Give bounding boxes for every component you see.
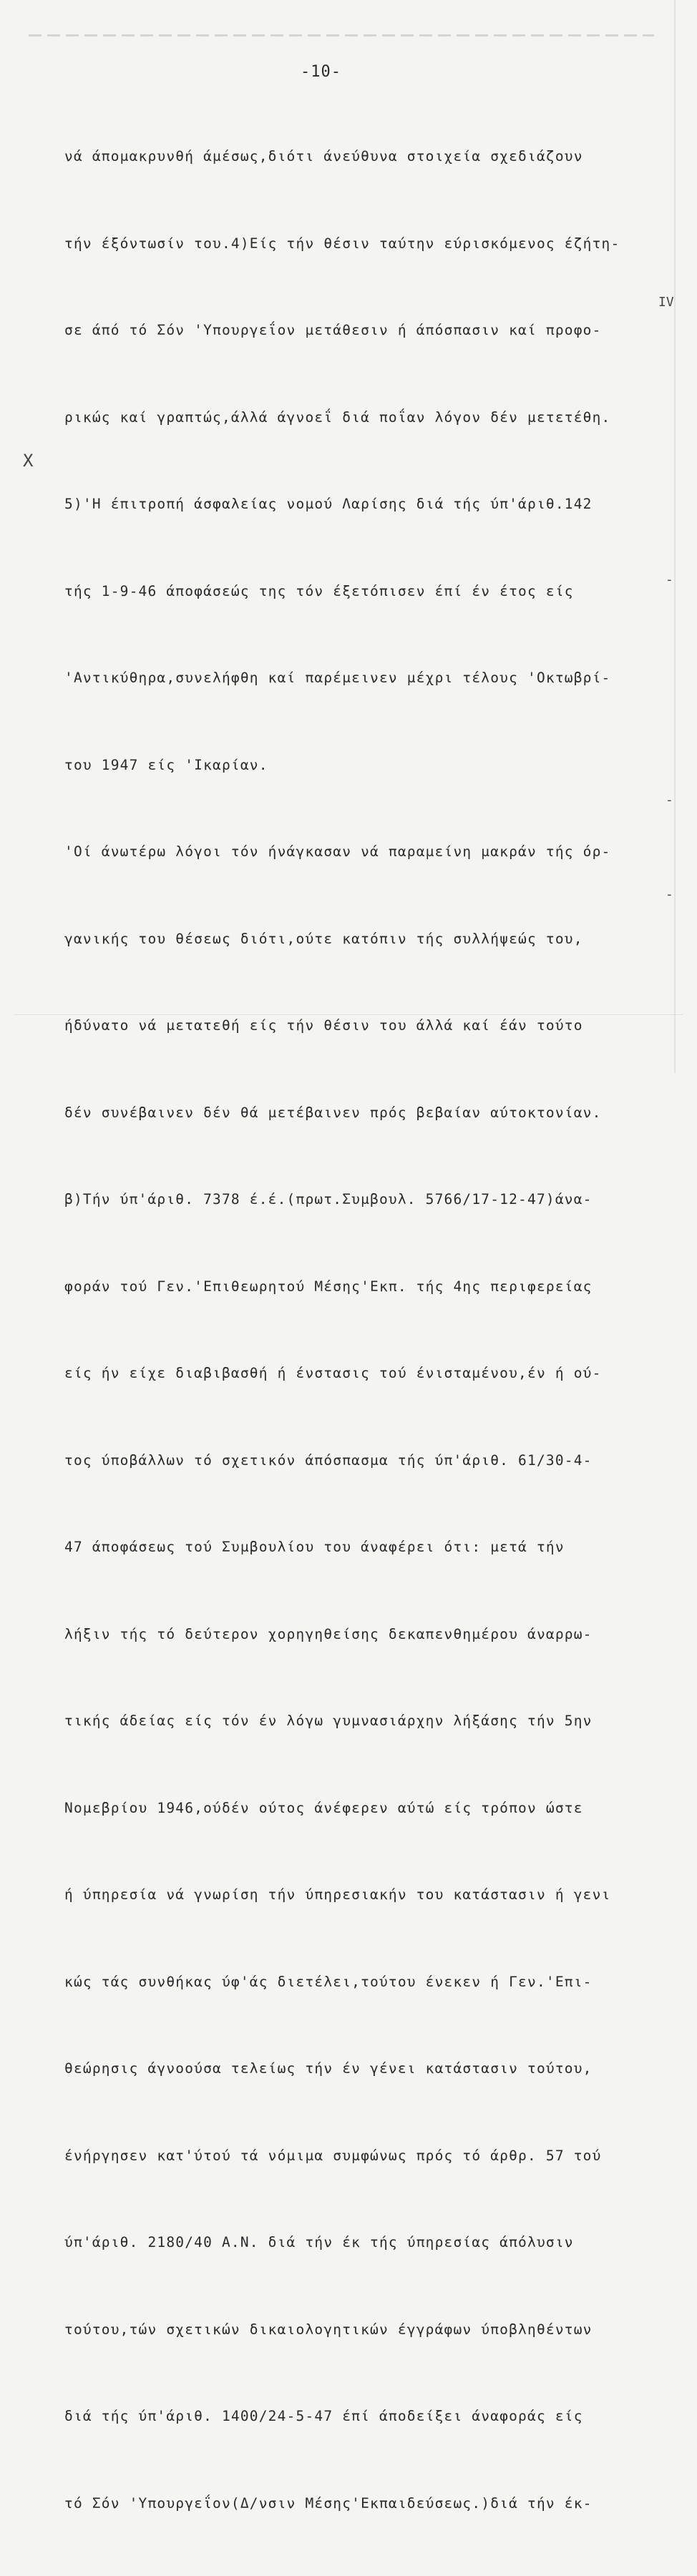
top-rule [29, 34, 654, 36]
text-line: τό Σόν 'Υπουργεΐον(Δ/νσιν Μέσης'Εκπαιδεύσεως.)διά τήν έκ- [64, 2494, 593, 2512]
text-line: θεώρησις άγνοούσα τελείως τήν έν γένει κατάστασιν τούτου, [64, 2060, 593, 2077]
text-line: δέν συνέβαινεν δέν θά μετέβαινεν πρός βεβαίαν αύτοκτονίαν. [64, 1104, 602, 1121]
text-line: σε άπό τό Σόν 'Υπουργεΐον μετάθεσιν ή άπόσπασιν καί προφο- [64, 322, 602, 338]
bottom-strip [14, 1014, 683, 1031]
text-line: ένήργησεν κατ'ύτού τά νόμιμα συμφώνως πρός τό άρθρ. 57 τού [64, 2147, 602, 2164]
text-line: τήν έξόντωσίν του.4)Είς τήν θέσιν ταύτην εύρισκόμενος έζήτη- [64, 235, 620, 252]
margin-x-mark: X [23, 451, 34, 471]
text-line: τής 1-9-46 άποφάσεώς της τόν έξετόπισεν έπί έν έτος είς [64, 582, 574, 599]
text-line: φοράν τού Γεν.'Επιθεωρητού Μέσης'Εκπ. τής 4ης περιφερείας [64, 1278, 593, 1295]
text-line: του 1947 είς 'Ικαρίαν. [64, 756, 268, 773]
right-edge [674, 0, 691, 1073]
text-line: Νομεβρίου 1946,ούδέν ούτος άνέφερεν αύτώ είς τρόπον ώστε [64, 1799, 583, 1816]
text-line: τος ύποβάλλων τό σχετικόν άπόσπασμα τής ύπ'άριθ. 61/30-4- [64, 1451, 593, 1469]
text-line: 47 άποφάσεως τού Συμβουλίου του άναφέρει ότι: μετά τήν [64, 1539, 565, 1555]
text-line: 5)'Η έπιτροπή άσφαλείας νομού Λαρίσης διά τής ύπ'άριθ.142 [64, 496, 593, 512]
margin-iv-mark: IV [658, 295, 674, 310]
text-line: β)Τήν ύπ'άριθ. 7378 έ.έ.(πρωτ.Συμβουλ. 5766/17-12-47)άνα- [64, 1191, 593, 1208]
text-line: 'Οί άνωτέρω λόγοι τόν ήνάγκασαν νά παραμείνη μακράν τής όρ- [64, 843, 611, 860]
text-line: ήδύνατο νά μετατεθή είς τήν θέσιν του άλλά καί έάν τούτο [64, 1017, 583, 1034]
text-line: γανικής του θέσεως διότι,ούτε κατόπιν τής συλλήψεώς του, [64, 930, 583, 947]
text-line: 'Αντικύθηρα,συνελήφθη καί παρέμεινεν μέχρι τέλους 'Οκτωβρί- [64, 670, 611, 686]
margin-dash-mark: - [666, 887, 673, 902]
margin-dash-mark: - [666, 793, 673, 808]
text-line: ρικώς καί γραπτώς,άλλά άγνοεΐ διά ποΐαν λόγον δέν μετετέθη. [64, 408, 611, 426]
text-line: είς ήν είχε διαβιβασθή ή ένστασις τού ένισταμένου,έν ή ού- [64, 1365, 602, 1381]
page-number: -10- [301, 63, 341, 81]
typewritten-text [64, 84, 651, 2576]
text-line: κώς τάς συνθήκας ύφ'άς διετέλει,τούτου ένεκεν ή Γεν.'Επι- [64, 1973, 593, 1990]
text-line: διά τής ύπ'άριθ. 1400/24-5-47 έπί άποδείξει άναφοράς είς [64, 2408, 583, 2424]
text-line: νά άπομακρυνθή άμέσως,διότι άνεύθυνα στοιχεία σχεδιάζουν [64, 148, 583, 165]
margin-dash-mark: - [666, 572, 673, 587]
text-line: τικής άδείας είς τόν έν λόγω γυμνασιάρχην λήξάσης τήν 5ην [64, 1713, 593, 1729]
text-line: ύπ'άριθ. 2180/40 Α.Ν. διά τήν έκ τής ύπηρεσίας άπόλυσιν [64, 2234, 574, 2251]
text-line: ή ύπηρεσία νά γνωρίση τήν ύπηρεσιακήν του κατάστασιν ή γενι [64, 1886, 611, 1903]
text-line: τούτου,τών σχετικών δικαιολογητικών έγγράφων ύποβληθέντων [64, 2321, 593, 2338]
text-line: λήξιν τής τό δεύτερον χορηγηθείσης δεκαπενθημέρου άναρρω- [64, 1625, 593, 1642]
